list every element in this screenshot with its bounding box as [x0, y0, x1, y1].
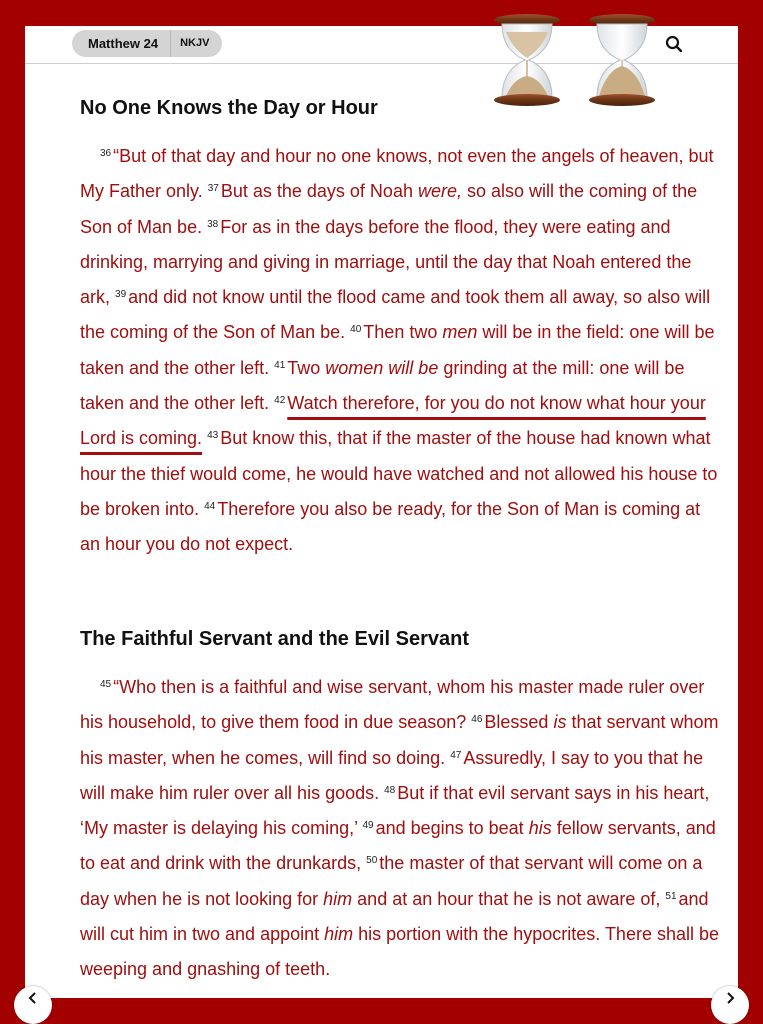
verse-text[interactable]: “Who then is a faithful and wise servant, whom his master made ruler over his household, to give them food in due season?	[80, 677, 705, 733]
search-icon[interactable]	[665, 35, 683, 53]
verse-text[interactable]: that servant whom his master, when he comes, will find so doing.	[80, 712, 719, 768]
version-button[interactable]: NKJV	[180, 37, 210, 49]
verse-number: 47	[450, 749, 462, 761]
verse-number: 50	[366, 855, 378, 867]
verse-number: 49	[362, 820, 374, 832]
section-paragraph	[80, 139, 720, 563]
verse-text[interactable]: so also will the coming of the Son of Man be.	[80, 181, 698, 237]
verse-number: 38	[207, 218, 219, 230]
verse-text[interactable]: grinding at the mill: one will be taken and the other left.	[80, 357, 685, 414]
verse-text[interactable]: fellow servants, and to eat and drink with the drunkards,	[80, 818, 716, 874]
verse-text[interactable]: his portion with the hypocrites. There shall be weeping and gnashing of teeth.	[80, 924, 720, 980]
verse-number: 41	[274, 359, 286, 371]
verse-number: 37	[207, 183, 219, 195]
verse-number: 44	[204, 500, 216, 512]
highlighted-verse-text[interactable]: Watch therefore, for you do not know what hour your Lord is coming.	[80, 393, 706, 449]
section-paragraph	[80, 670, 720, 988]
verse-text[interactable]: Two	[287, 357, 326, 378]
book-chapter-button[interactable]: Matthew 24	[72, 30, 171, 57]
verse-text[interactable]: Assuredly, I say to you that he will make him ruler over all his goods.	[80, 747, 704, 803]
verse-text[interactable]: Then two	[363, 322, 443, 343]
verse-number: 42	[274, 395, 286, 407]
verse-text[interactable]: women will be	[325, 357, 439, 378]
verse-text[interactable]: his	[528, 818, 552, 839]
verse-number: 36	[100, 148, 112, 159]
verse-text[interactable]: him	[324, 924, 354, 945]
verse-text[interactable]: Blessed	[484, 712, 554, 733]
verse-text[interactable]: and begins to beat	[375, 818, 529, 839]
verse-number: 45	[100, 679, 112, 690]
verse-text[interactable]: But as the days of Noah	[220, 181, 418, 202]
section-heading: No One Knows the Day or Hour	[80, 97, 378, 119]
verse-text[interactable]: were,	[417, 181, 462, 202]
chevron-left-icon[interactable]	[14, 986, 52, 1024]
verse-number: 51	[665, 890, 677, 902]
verse-text[interactable]: men	[442, 322, 478, 343]
verse-number: 40	[350, 324, 362, 336]
reader-page	[25, 26, 738, 998]
verse-text[interactable]: him	[323, 888, 353, 909]
verse-text[interactable]: is	[553, 712, 567, 733]
hourglass-icon	[492, 12, 562, 108]
verse-text[interactable]: and will cut him in two and appoint	[80, 888, 709, 945]
verse-number: 46	[471, 714, 483, 726]
passage-selector	[72, 30, 222, 57]
verse-text[interactable]: For as in the days before the flood, they were eating and drinking, marrying and giving in marriage, until the day that Noah entered the ark,	[80, 216, 692, 308]
verse-text[interactable]: But know this, that if the master of the house had known what hour the thief would come, he would have watched and not allowed his house to be broken into.	[80, 428, 718, 519]
verse-text[interactable]: and at an hour that he is not aware of,	[352, 888, 666, 909]
verse-number: 43	[207, 430, 219, 442]
chevron-right-icon[interactable]	[711, 986, 749, 1024]
section-heading: The Faithful Servant and the Evil Servant	[80, 628, 469, 650]
verse-text[interactable]: will be in the field: one will be taken and the other left.	[80, 322, 715, 378]
verse-text[interactable]: the master of that servant will come on a day when he is not looking for	[80, 853, 703, 909]
verse-text[interactable]: and did not know until the flood came and took them all away, so also will the coming of the Son of Man be.	[80, 287, 711, 343]
verse-number: 39	[115, 289, 127, 301]
verse-text[interactable]: “But of that day and hour no one knows, not even the angels of heaven, but My Father only.	[80, 146, 714, 202]
verse-text[interactable]: But if that evil servant says in his heart, ‘My master is delaying his coming,’	[80, 782, 710, 839]
verse-text[interactable]: Therefore you also be ready, for the Son of Man is coming at an hour you do not expect.	[80, 498, 701, 555]
verse-number: 48	[384, 784, 396, 796]
hourglass-icon	[587, 12, 657, 108]
